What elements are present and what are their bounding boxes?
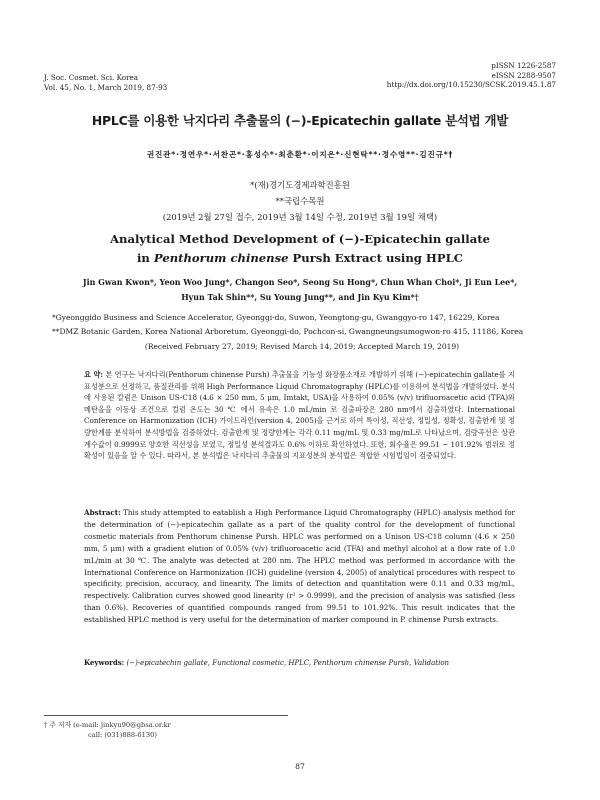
english-abstract-text: This study attempted to eatablish a High Performance Liquid Chromatography (HPLC) analysis method for the determination of (−)-epicatechin gallate as a part of the quality control for the development of functional cosmetic materials from Penthorum chinense Pursh. HPLC was performed on a Unison US-C18 column (4.6 × 250 mm, 5 μm) with a gradient elution of 0.05% (v/v) trifluoroacetic acid (TFA) and methyl alcohol at a flow rate of 1.0 mL/min at 30 ℃. The analyte was detected at 280 nm. The HPLC method was performed in accordance with the International Conference on Harmonization (ICH) guideline (version 4, 2005) of analytical procedures with respect to specificity, precision, accuracy, and linearity. The limits of detection and quantitation were 0.11 and 0.33 mg/mL, respectively. Calibration curves showed good linearity (r² > 0.9999), and the precision of analysis was satisfied (less than 0.6%). Recoveries of quantified compounds ranged from 99.51 to 101.92%. This result indicates that the established HPLC method is very useful for the determination of marker compound in P. chinense Pursh extracts. bbox=[84, 508, 515, 625]
keywords-text: (−)-epicatechin gallate, Functional cosmetic, HPLC, Penthorum chinense Pursh, Validation bbox=[124, 659, 450, 667]
english-abstract bbox=[84, 507, 515, 626]
species-name: Penthorum chinense bbox=[153, 250, 289, 265]
korean-authors: 권진관*·정연우*·서찬곤*·홍성수*·최춘환*·이지은*·신현탁**·정수영**·김진규*† bbox=[146, 150, 454, 159]
issn-block bbox=[387, 61, 556, 90]
korean-dates: (2019년 2월 27일 접수, 2019년 3월 14일 수정, 2019년 3월 19일 채택) bbox=[162, 212, 438, 222]
korean-affiliation-1: *(재)경기도경제과학진흥원 bbox=[250, 180, 350, 190]
journal-name: J. Soc. Cosmet. Sci. Korea bbox=[44, 73, 139, 82]
korean-abstract-label: 요 약: bbox=[84, 370, 104, 379]
english-abstract-label: Abstract: bbox=[84, 508, 121, 517]
doi-link[interactable]: http://dx.doi.org/10.15230/SCSK.2019.45.1.87 bbox=[386, 80, 556, 89]
english-title bbox=[40, 230, 560, 267]
english-title-line-1: Analytical Method Development of (−)-Epicatechin gallate bbox=[110, 232, 490, 246]
english-authors-line-1: Jin Gwan Kwon*, Yeon Woo Jung*, Changon Seo*, Seong Su Hong*, Chun Whan Choi*, Ji Eun Lee*, bbox=[82, 278, 518, 287]
keywords-label: Keywords: bbox=[84, 658, 125, 667]
journal-volume: Vol. 45, No. 1, March 2019, 87-93 bbox=[44, 82, 168, 92]
korean-title: HPLC를 이용한 낙지다리 추출물의 (−)-Epicatechin gallate 분석법 개발 bbox=[91, 113, 509, 128]
english-affiliation-1: *Gyeonggido Business and Science Accelerator, Gyeonggi-do, Suwon, Yeongtong-gu, Gwanggyo-ro 147, 16229, Korea bbox=[52, 313, 500, 322]
keywords bbox=[84, 658, 515, 667]
english-authors bbox=[40, 276, 560, 305]
english-authors-line-2: Hyun Tak Shin**, Su Young Jung**, and Jin Kyu Kim*† bbox=[181, 292, 419, 302]
korean-affiliations bbox=[40, 177, 560, 225]
page-number: 87 bbox=[295, 762, 305, 771]
eissn: eISSN 2288-9507 bbox=[491, 70, 556, 80]
english-title-line-2: in Penthorum chinense Pursh Extract using HPLC bbox=[137, 250, 463, 265]
footnote-email: † 주 저자 (e-mail: jinkyu90@gbsa.or.kr bbox=[44, 721, 171, 729]
english-affiliation-2: **DMZ Botanic Garden, Korea National Arboretum, Gyeonggi-do, Pochcon-si, Gwangneungsumogwon-ro 415, 11186, Korea bbox=[52, 327, 524, 337]
korean-abstract-text: 본 연구는 낙지다리(Penthorum chinense Pursh) 추출물을 기능성 화장품소재로 개발하기 위해 (−)-epicatechin gallate를 지표성분으로 선정하고, 품질관리를 위해 High Performance Liquid Chromatography (HPLC)를 이용하여 분석법을 개발하였다. 분석에 사용된 칼럼은 Unison US-C18 (4.6 × 250 mm, 5 μm, Imtakt, USA)을 사용하여 0.05% (v/v) trifluoroacetic acid (TFA)와 메탄올을 이동상 조건으로 컬럼 온도는 30 ℃ 에서 유속은 1.0 mL/min 로 검출파장은 280 nm에서 검출하였다. International Conference on Harmonization (ICH) 가이드라인(version 4, 2005)을 근거로 하여 특이성, 직선성, 정밀성, 정확성, 검출한계 및 정량한계를 분석하여 분석방법을 검증하였다. 검출한계 및 정량한계는 각각 0.11 mg/mL 및 0.33 mg/mL로 나타났으며, 검량곡선은 상관계수값이 0.9999로 양호한 직선성을 보였고, 정밀성 분석결과도 0.6% 이하로 확인하였다. 또한, 회수율은 99.51 ~ 101.92% 범위로 정확성이 있음을 알 수 있다. 따라서, 본 분석법은 낙지다리 추출물의 지표성분의 분석법은 적합한 시험법임이 검증되었다. bbox=[84, 370, 515, 461]
pissn: pISSN 1226-2587 bbox=[491, 61, 556, 70]
korean-abstract bbox=[84, 369, 515, 462]
corresponding-author-footnote bbox=[44, 720, 171, 740]
footnote-divider bbox=[44, 715, 288, 716]
footnote-phone: call: (031)888-6130) bbox=[88, 731, 158, 739]
journal-header bbox=[44, 73, 167, 92]
english-affiliations bbox=[52, 311, 552, 354]
korean-affiliation-2: **국립수목원 bbox=[275, 196, 325, 206]
english-dates: (Received February 27, 2019; Revised March 14, 2019; Accepted March 19, 2019) bbox=[144, 341, 460, 351]
